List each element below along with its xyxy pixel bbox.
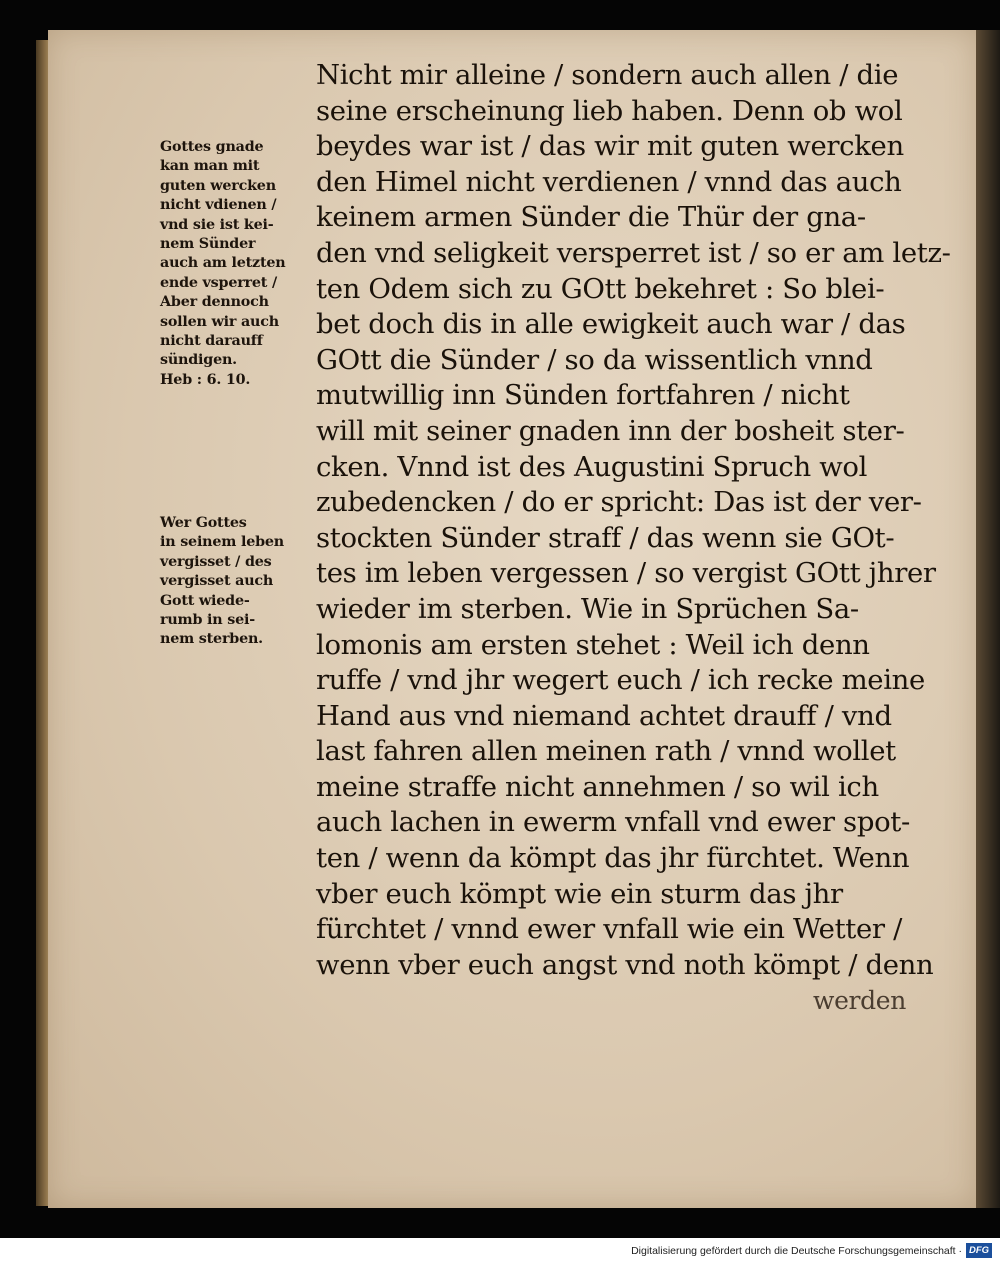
marginal-note-line: Heb : 6. 10.: [160, 371, 251, 388]
marginal-note-line: nicht vdienen /: [160, 197, 277, 214]
footer-bar: [0, 1238, 1000, 1265]
marginal-note-line: Gottes gnade: [160, 139, 264, 155]
marginal-note-line: Gott wiede-: [160, 592, 250, 609]
main-text-block: [316, 58, 951, 1019]
text-line: tes im leben vergessen / so vergist GOtt jhrer: [316, 557, 936, 590]
marginal-note-forgetting-god: [160, 514, 312, 650]
text-line: will mit seiner gnaden inn der bosheit ster-: [316, 414, 905, 447]
marginal-note-line: sollen wir auch: [160, 313, 279, 330]
text-line: cken. Vnnd ist des Augustini Spruch wol: [316, 450, 868, 483]
text-line: bet doch dis in alle ewigkeit auch war / das: [316, 308, 906, 341]
marginal-note-line: auch am letzten: [160, 255, 286, 272]
text-line: mutwillig inn Sünden fortfahren / nicht: [316, 379, 850, 412]
funding-credit: Digitalisierung gefördert durch die Deutsche Forschungsgemeinschaft ·: [631, 1245, 962, 1257]
text-line: seine erscheinung lieb haben. Denn ob wol: [316, 94, 903, 127]
marginal-note-grace: [160, 138, 312, 390]
text-line: den Himel nicht verdienen / vnnd das auch: [316, 165, 902, 198]
text-line: lomonis am ersten stehet : Weil ich denn: [316, 628, 870, 661]
text-line: fürchtet / vnnd ewer vnfall wie ein Wetter /: [316, 913, 903, 946]
text-line: wenn vber euch angst vnd noth kömpt / denn: [316, 948, 934, 981]
marginal-note-line: nem Sünder: [160, 235, 256, 252]
text-line: ruffe / vnd jhr wegert euch / ich recke meine: [316, 664, 925, 697]
text-line: GOtt die Sünder / so da wissentlich vnnd: [316, 343, 873, 376]
text-line: keinem armen Sünder die Thür der gna-: [316, 201, 866, 234]
text-line: auch lachen in ewerm vnfall vnd ewer spot-: [316, 806, 910, 839]
marginal-note-line: kan man mit: [160, 158, 260, 175]
text-line: vber euch kömpt wie ein sturm das jhr: [316, 877, 843, 910]
marginal-note-line: ende vsperret /: [160, 274, 277, 291]
text-line: Hand aus vnd niemand achtet drauff / vnd: [316, 699, 892, 732]
marginal-note-line: Wer Gottes: [160, 515, 247, 531]
text-line: ten Odem sich zu GOtt bekehret : So blei-: [316, 272, 885, 305]
marginal-note-line: Aber dennoch: [160, 294, 269, 311]
text-line: last fahren allen meinen rath / vnnd wollet: [316, 735, 896, 768]
catchword: werden: [813, 986, 906, 1016]
marginal-note-line: rumb in sei-: [160, 611, 255, 628]
text-line: meine straffe nicht annehmen / so wil ich: [316, 770, 879, 803]
marginal-note-line: vnd sie ist kei-: [160, 216, 274, 233]
marginal-note-line: vergisset / des: [160, 553, 272, 570]
text-line: Nicht mir alleine / sondern auch allen / die: [316, 59, 899, 91]
marginal-note-line: in seinem leben: [160, 534, 284, 551]
text-line: ten / wenn da kömpt das jhr fürchtet. Wenn: [316, 842, 910, 875]
marginal-note-line: nicht darauff: [160, 332, 263, 349]
text-line: zubedencken / do er spricht: Das ist der ver-: [316, 486, 922, 519]
text-line: den vnd seligkeit versperret ist / so er am letz-: [316, 236, 951, 269]
text-line: beydes war ist / das wir mit guten wercken: [316, 130, 904, 163]
marginal-note-line: vergisset auch: [160, 573, 274, 590]
marginal-note-line: nem sterben.: [160, 631, 263, 648]
text-line: wieder im sterben. Wie in Sprüchen Sa-: [316, 592, 859, 625]
page-fore-edge: [976, 30, 1000, 1208]
marginal-note-line: guten wercken: [160, 177, 276, 194]
marginal-note-line: sündigen.: [160, 352, 237, 369]
dfg-logo-icon: DFG: [966, 1243, 992, 1258]
text-line: stockten Sünder straff / das wenn sie GOt-: [316, 521, 895, 554]
